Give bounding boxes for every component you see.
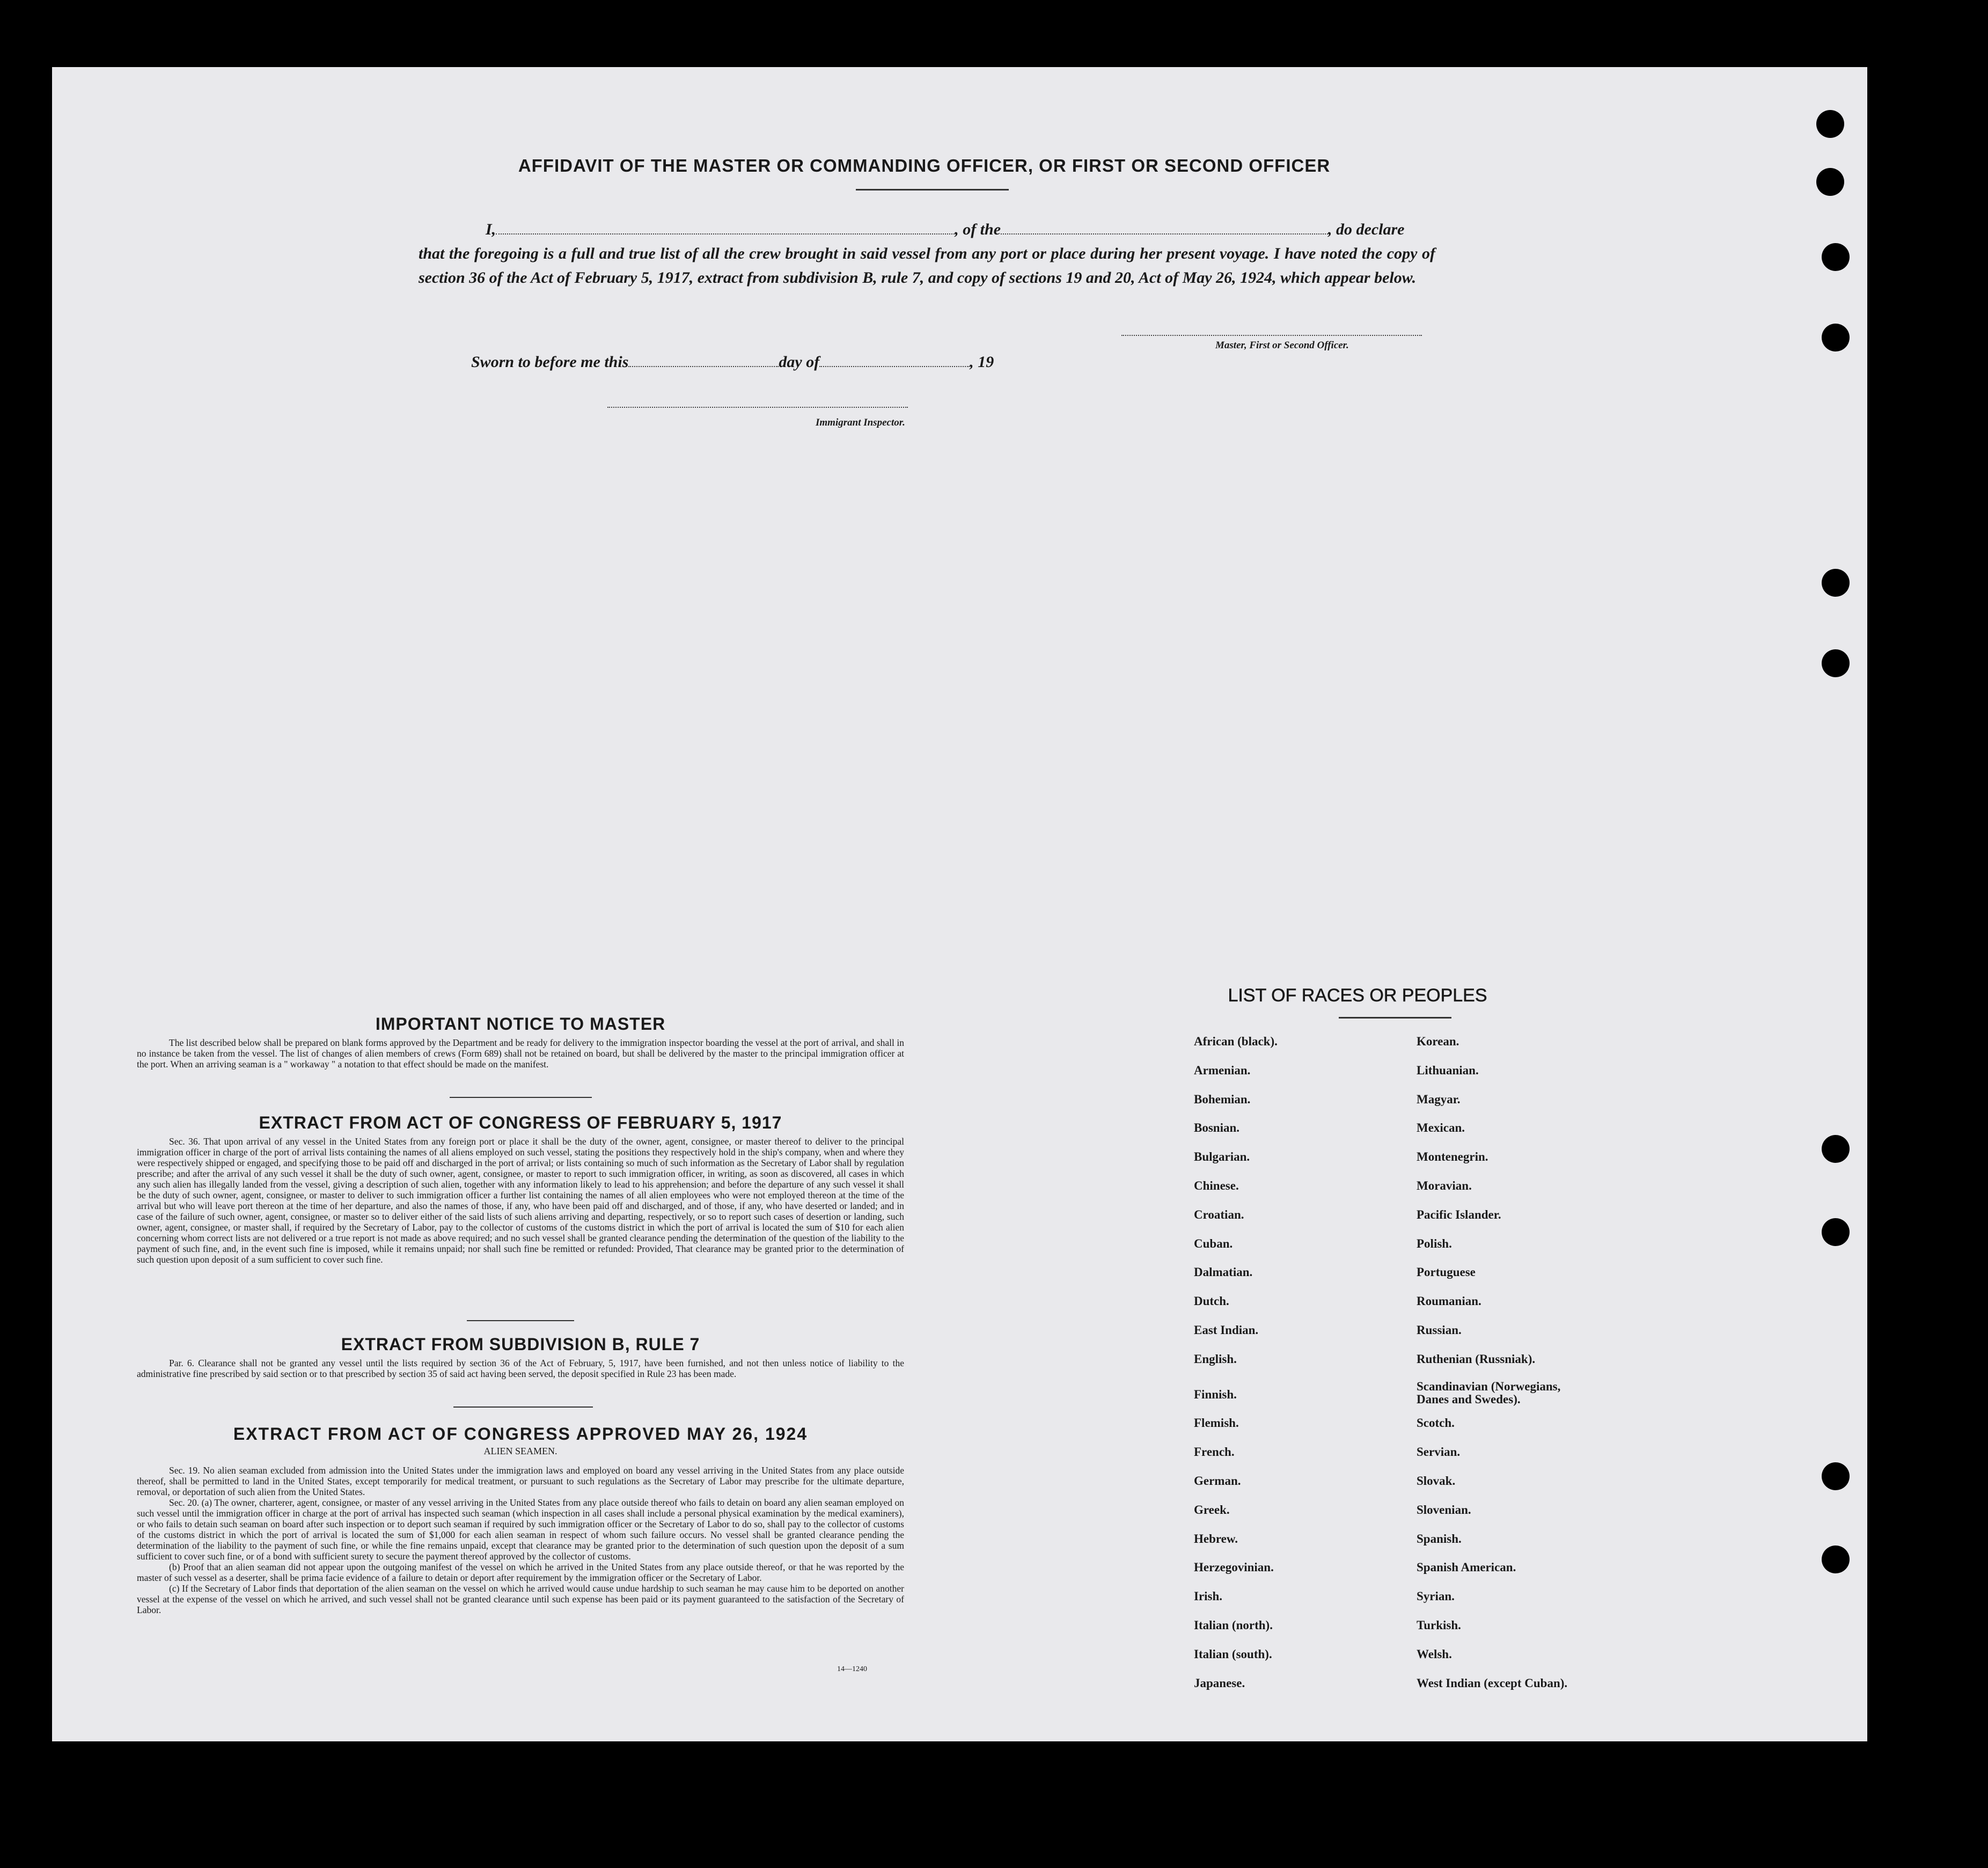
- extract-1917-heading: EXTRACT FROM ACT OF CONGRESS OF FEBRUARY 5, 1917: [259, 1113, 782, 1132]
- extract-1924-subheading: ALIEN SEAMEN.: [483, 1446, 557, 1456]
- sworn-prefix: Sworn to before me this: [471, 353, 629, 371]
- race-item: Finnish.: [1194, 1387, 1237, 1401]
- inspector-signature-line: [607, 407, 908, 408]
- master-signature-label: Master, First or Second Officer.: [1215, 340, 1349, 351]
- race-item: Armenian.: [1194, 1063, 1251, 1077]
- race-item: Turkish.: [1417, 1618, 1461, 1632]
- race-item: Croatian.: [1194, 1207, 1244, 1221]
- race-item: Ruthenian (Russniak).: [1417, 1352, 1536, 1366]
- race-item: Dutch.: [1194, 1294, 1229, 1308]
- rule7-paragraph: Par. 6. Clearance shall not be granted any vessel until the lists required by section 36 of the Act of February, 5, 1917, have been furnished, and not then unless notice of liability to the administrative fine prescribed by said section or to that prescribed by section 35 of said act having been served, the deposit specified in Rule 23 has been made.: [137, 1358, 904, 1379]
- race-item: Flemish.: [1194, 1416, 1239, 1430]
- race-item: Greek.: [1194, 1503, 1230, 1517]
- rule7-text: [137, 1358, 904, 1379]
- race-item: Scotch.: [1417, 1416, 1455, 1430]
- form-number: 14—1240: [837, 1665, 867, 1673]
- race-item: Slovenian.: [1417, 1503, 1471, 1517]
- race-item: Bohemian.: [1194, 1092, 1251, 1106]
- race-item: Syrian.: [1417, 1589, 1455, 1603]
- extract-1917-text: [137, 1136, 904, 1265]
- race-item: Bulgarian.: [1194, 1150, 1250, 1164]
- inspector-label: Immigrant Inspector.: [816, 417, 905, 428]
- divider: [856, 189, 1009, 191]
- race-item: Hebrew.: [1194, 1532, 1238, 1545]
- race-item: Mexican.: [1417, 1121, 1465, 1135]
- race-item: Pacific Islander.: [1417, 1207, 1501, 1221]
- declaration-of-the: , of the: [955, 221, 1001, 238]
- race-item: West Indian (except Cuban).: [1417, 1676, 1568, 1690]
- race-item: Chinese.: [1194, 1179, 1239, 1192]
- race-item: Scandinavian (Norwegians, Danes and Swedes).: [1417, 1379, 1561, 1406]
- race-item: Slovak.: [1417, 1474, 1456, 1488]
- master-signature-line: [1121, 335, 1422, 336]
- race-item: Bosnian.: [1194, 1121, 1240, 1135]
- section-20a-paragraph: Sec. 20. (a) The owner, charterer, agent, consignee, or master of any vessel arriving in the United States from any place outside thereof who fails to detain on board any alien seaman employed on such vessel until the immigration officer in charge at the port of arrival has inspected such seaman (which inspection in all cases shall include a personal physical examination by the medical examiners), or who fails to detain such seaman on board after such inspection or to deport such seaman if required by such immigration officer or the Secretary of Labor to do so, shall pay to the collector of customs of the customs district in which the port of arrival is located the sum of $1,000 for each alien seaman in respect of whom such failure occurs. No vessel shall be granted clearance pending the determination of the liability to the payment of such fine, or while the fine remains unpaid, except that clearance may be granted prior to the determination of such question upon the deposit of a sum sufficient to cover such fine, or of a bond with sufficient surety to secure the payment thereof approved by the collector of customs.: [137, 1497, 904, 1562]
- master-name-blank: [496, 233, 955, 235]
- race-item: Japanese.: [1194, 1676, 1245, 1690]
- notice-text: [137, 1037, 904, 1069]
- race-item: Moravian.: [1417, 1179, 1472, 1192]
- race-item: French.: [1194, 1445, 1235, 1459]
- race-item: Roumanian.: [1417, 1294, 1481, 1308]
- race-item: Polish.: [1417, 1236, 1452, 1250]
- race-item: German.: [1194, 1474, 1241, 1488]
- sworn-date-blank: [628, 366, 779, 367]
- race-item: Lithuanian.: [1417, 1063, 1479, 1077]
- declaration-body: that the foregoing is a full and true list of all the crew brought in said vessel from any port or place during her present voyage. I have noted the copy of section 36 of the Act of February 5, 1917, extract from subdivision B, rule 7, and copy of sections 19 and 20, Act of May 26, 1924, which appear below.: [419, 245, 1435, 287]
- race-item: African (black).: [1194, 1035, 1278, 1048]
- declaration-do-declare: , do declare: [1328, 221, 1405, 238]
- races-heading: LIST OF RACES OR PEOPLES: [1228, 985, 1487, 1006]
- divider: [1339, 1017, 1451, 1019]
- race-item: Italian (south).: [1194, 1647, 1272, 1661]
- race-item: Irish.: [1194, 1589, 1223, 1603]
- divider: [450, 1097, 592, 1098]
- sworn-line: [471, 353, 994, 371]
- section-20b-paragraph: (b) Proof that an alien seaman did not appear upon the outgoing manifest of the vessel on which he arrived in the United States from any place outside thereof, or that he was reported by the master of such vessel as a deserter, shall be prima facie evidence of a failure to detain or deport after requirement by the immigration officer or the Secretary of Labor.: [137, 1562, 904, 1583]
- affidavit-title: AFFIDAVIT OF THE MASTER OR COMMANDING OFFICER, OR FIRST OR SECOND OFFICER: [518, 156, 1331, 175]
- notice-heading: IMPORTANT NOTICE TO MASTER: [375, 1014, 666, 1034]
- race-item: Portuguese: [1417, 1265, 1476, 1279]
- race-item: East Indian.: [1194, 1323, 1259, 1337]
- section-36-paragraph: Sec. 36. That upon arrival of any vessel in the United States from any foreign port or place it shall be the duty of the owner, agent, consignee, or master thereof to deliver to the principal immigration officer in charge of the port of arrival lists containing the names of all aliens employed on such vessel, stating the positions they respectively hold in the ship's company, when and where they were respectively shipped or engaged, and specifying those to be paid off and discharged in the port of arrival; or lists containing so much of such information as the Secretary of Labor shall by regulation prescribe; and after the arrival of any such vessel it shall be the duty of such owner, agent, consignee, or master to report to such immigration officer, in writing, as soon as discovered, all cases in which any such alien has illegally landed from the vessel, giving a description of such alien, together with any information likely to lead to his apprehension; and before the departure of any such vessel it shall be the duty of such owner, agent, consignee, or master to deliver to such immigration officer a further list containing the names of all alien employees who were not employed thereon at the time of the arrival but who will leave port thereon at the time of her departure, and also the names of those, if any, who have been paid off and discharged, and of those, if any, who have deserted or landed; and in case of the failure of such owner, agent, consignee, or master so to deliver either of the said lists of such aliens arriving and departing, respectively, or so to report such cases of desertion or landing, such owner, agent, consignee, or master shall, if required by the Secretary of Labor, pay to the collector of customs of the customs district in which the port of arrival is located the sum of $10 for each alien concerning whom correct lists are not delivered or a true report is not made as above required; and no such vessel shall be granted clearance pending the determination of the question of the liability to the payment of such fine, and, in the event such fine is imposed, while it remains unpaid; nor shall such fine be remitted or refunded: Provided, That clearance may be granted prior to the determination of such question upon deposit of a sum sufficient to cover such fine.: [137, 1136, 904, 1265]
- race-item: Spanish American.: [1417, 1561, 1516, 1574]
- race-item: Italian (north).: [1194, 1618, 1273, 1632]
- race-item: Servian.: [1417, 1445, 1461, 1459]
- race-item: Korean.: [1417, 1035, 1459, 1048]
- race-item: Montenegrin.: [1417, 1150, 1488, 1164]
- race-item: Russian.: [1417, 1323, 1462, 1337]
- race-item: Welsh.: [1417, 1647, 1452, 1661]
- extract-1924-heading: EXTRACT FROM ACT OF CONGRESS APPROVED MAY 26, 1924: [233, 1424, 808, 1444]
- declaration-i: I,: [486, 221, 496, 238]
- section-19-paragraph: Sec. 19. No alien seaman excluded from admission into the United States under the immigration laws and employed on board any vessel arriving in the United States from any place outside thereof, shall be permitted to land in the United States, except temporarily for medical treatment, or pursuant to such regulations as the Secretary of Labor may prescribe for the ultimate departure, removal, or deportation of such alien from the United States.: [137, 1465, 904, 1497]
- race-item: Magyar.: [1417, 1092, 1461, 1106]
- race-item: English.: [1194, 1352, 1237, 1366]
- sworn-day-of: day of: [779, 353, 820, 371]
- extract-1924-text: [137, 1465, 904, 1615]
- race-item: Dalmatian.: [1194, 1265, 1253, 1279]
- rule7-heading: EXTRACT FROM SUBDIVISION B, RULE 7: [341, 1335, 700, 1354]
- divider: [467, 1320, 574, 1321]
- section-20c-paragraph: (c) If the Secretary of Labor finds that deportation of the alien seaman on the vessel on which he arrived would cause undue hardship to such seaman he may cause him to be deported on another vessel at the expense of the vessel on which he arrived, and such vessel shall not be granted clearance until such expense has been paid or its payment guaranteed to the satisfaction of the Secretary of Labor.: [137, 1583, 904, 1615]
- race-item: Cuban.: [1194, 1236, 1233, 1250]
- divider: [453, 1407, 593, 1408]
- sworn-year: , 19: [970, 353, 994, 371]
- affidavit-declaration: [419, 217, 1435, 290]
- race-item: Spanish.: [1417, 1532, 1462, 1545]
- notice-paragraph: The list described below shall be prepared on blank forms approved by the Department and be ready for delivery to the immigration inspector boarding the vessel at the port of arrival, and shall in no instance be taken from the vessel. The list of changes of alien members of crews (Form 689) shall not be retained on board, but shall be delivered by the master to the principal immigration officer at the port. When an arriving seaman is a " workaway " a notation to that effect should be made on the manifest.: [137, 1037, 904, 1069]
- race-item: Herzegovinian.: [1194, 1561, 1274, 1574]
- sworn-month-blank: [819, 366, 970, 367]
- vessel-name-blank: [1001, 233, 1328, 235]
